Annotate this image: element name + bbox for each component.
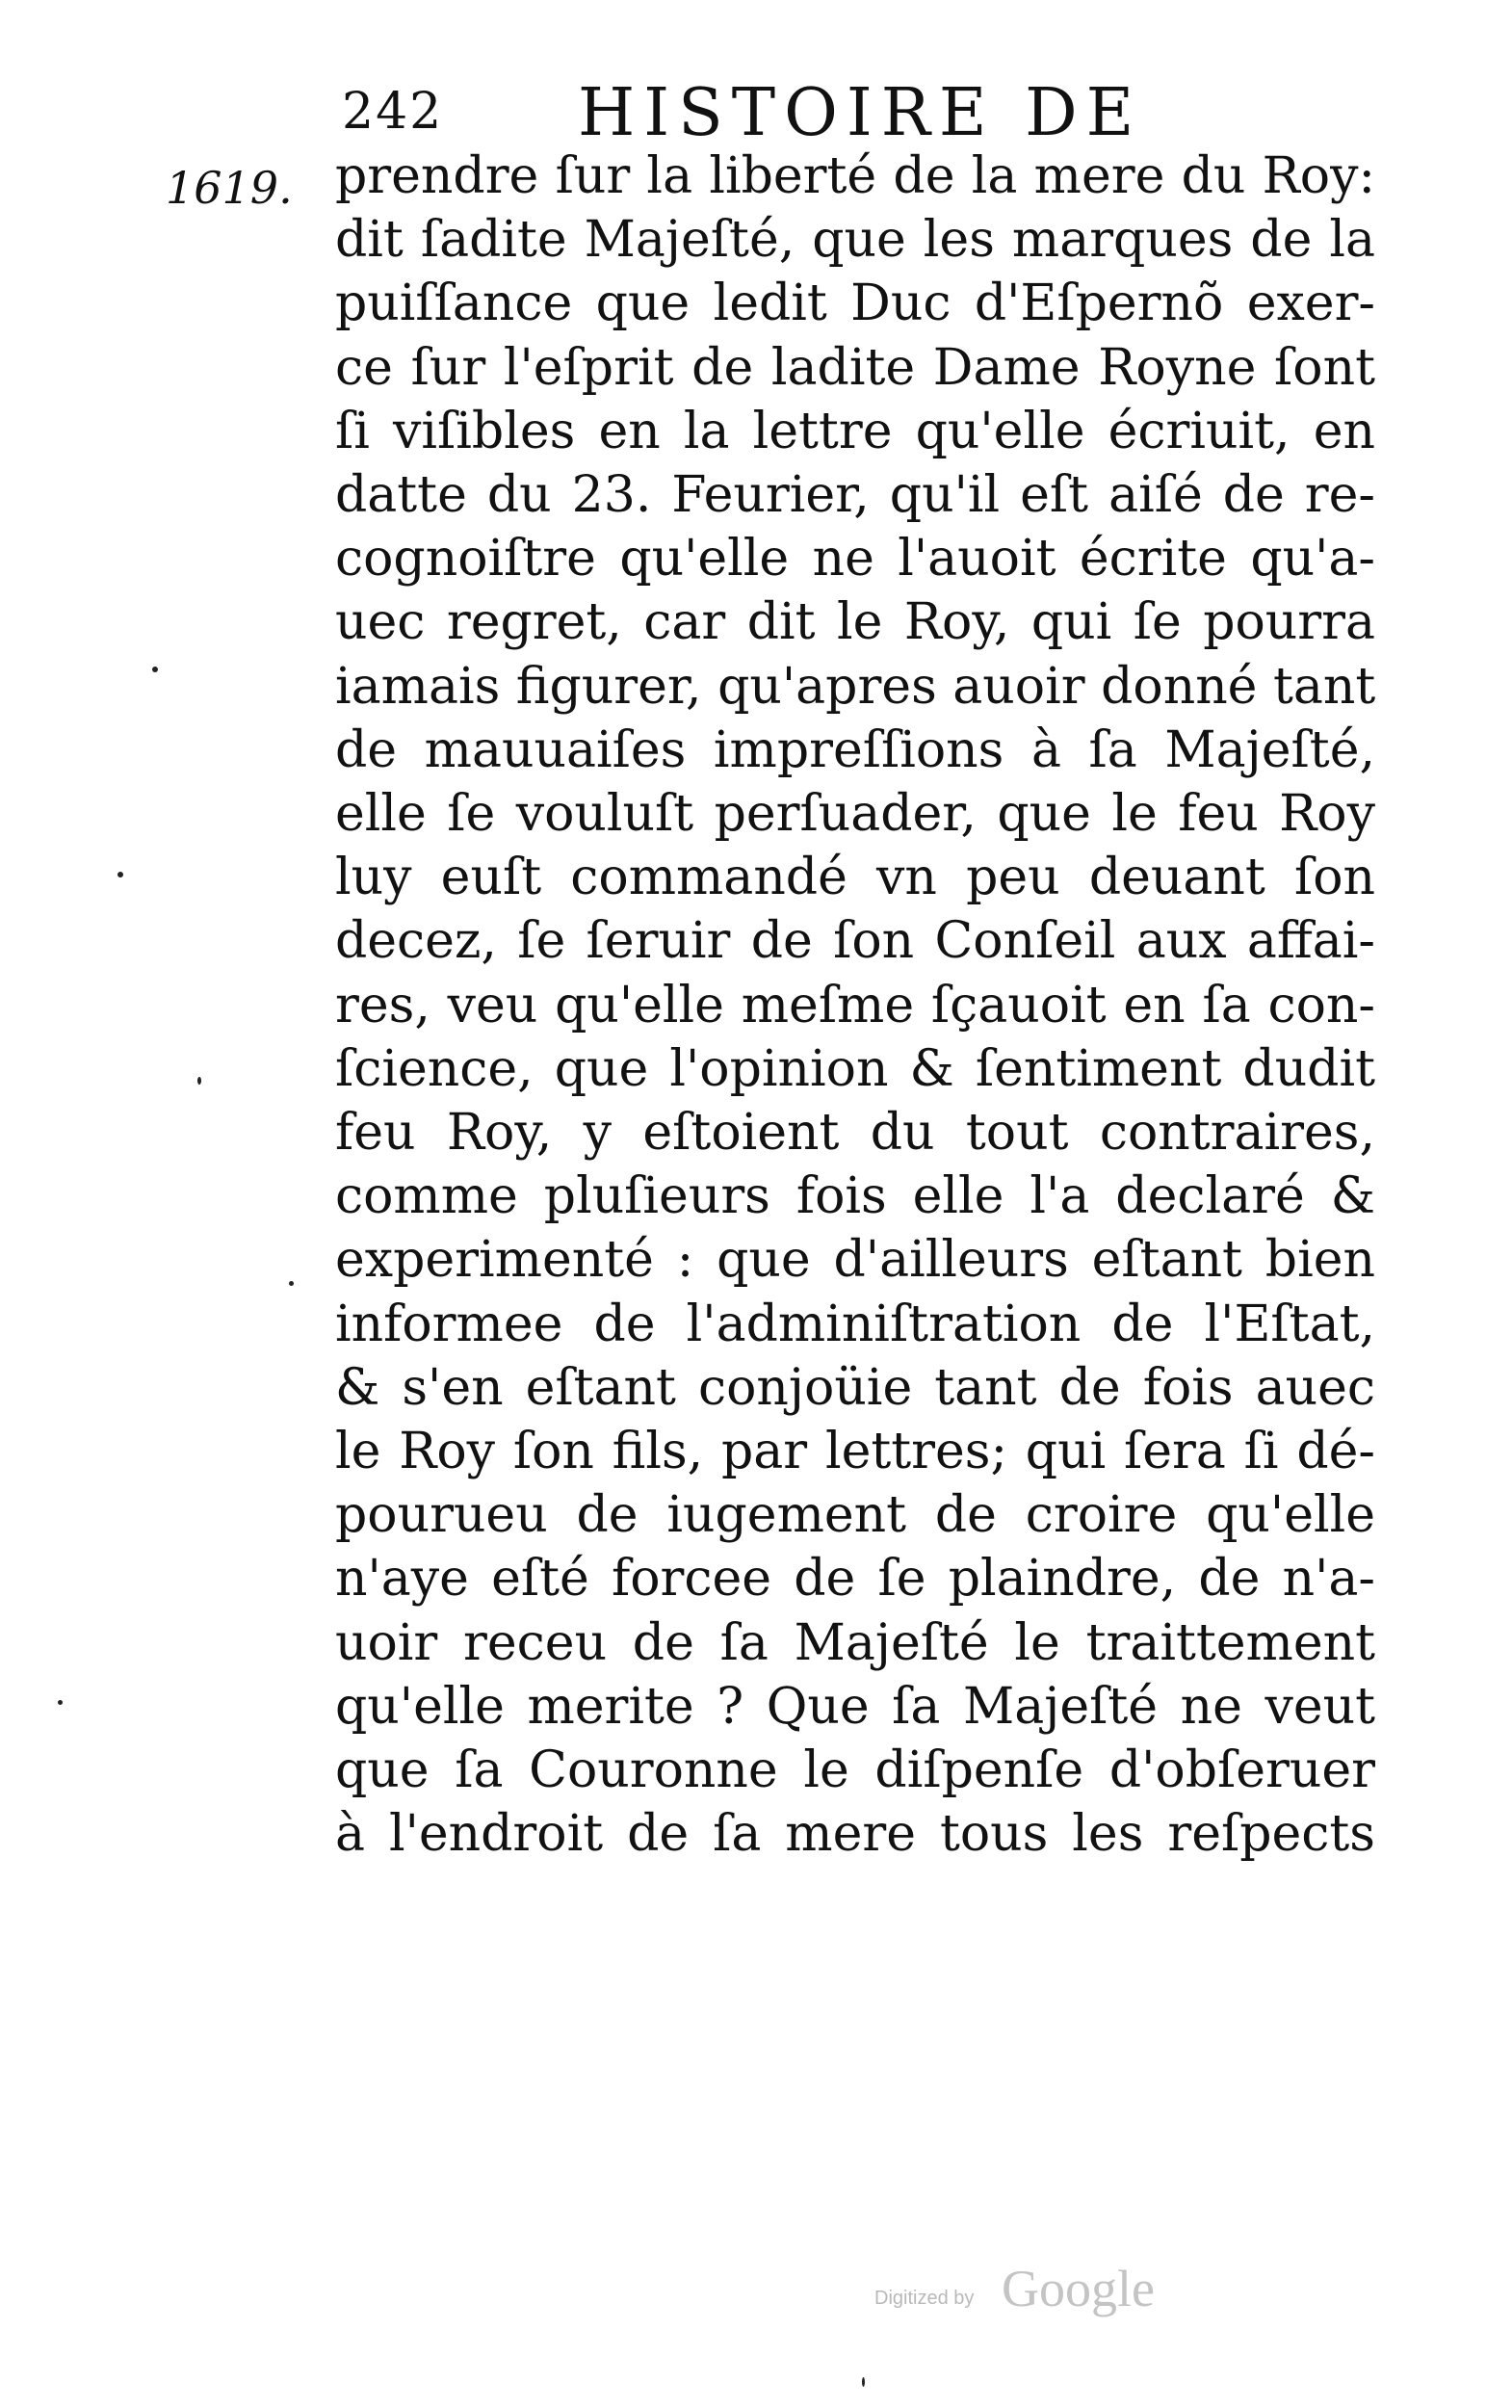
digitized-watermark (874, 2259, 1192, 2326)
text-line: res, veu qu'elle meſme ſçauoit en ſa con- (335, 976, 1375, 1034)
text-line: informee de l'adminiſtration de l'Eſtat, (335, 1295, 1375, 1353)
text-line: elle ſe vouluſt perſuader, que le feu Roy (335, 785, 1375, 844)
text-line: decez, ſe ſeruir de ſon Conſeil aux affai- (335, 912, 1375, 971)
text-line: que ſa Couronne le diſpenſe d'obſeruer (335, 1741, 1375, 1800)
page-number: 242 (342, 83, 444, 141)
scan-speck (58, 1700, 63, 1705)
text-line: puiſſance que ledit Duc d'Eſpernõ exer- (335, 275, 1375, 333)
margin-year: 1619. (166, 162, 293, 214)
text-line: ce ſur l'eſprit de ladite Dame Royne ſont (335, 338, 1375, 397)
text-line: experimenté : que d'ailleurs eſtant bien (335, 1231, 1375, 1290)
text-line: de mauuaiſes impreſſions à ſa Majeſté, (335, 720, 1375, 779)
body-text (335, 144, 1375, 1866)
page-header (342, 75, 1305, 152)
text-line: prendre ſur la liberté de la mere du Roy: (335, 147, 1375, 205)
text-line: & s'en eſtant conjoüie tant de fois auec (335, 1358, 1375, 1417)
text-line: qu'elle merite ? Que ſa Majeſté ne veut (335, 1677, 1375, 1736)
text-line: dit ſadite Majeſté, que les marques de la (335, 211, 1375, 270)
text-line: feu Roy, y eſtoient du tout contraires, (335, 1104, 1375, 1163)
text-line: iamais figurer, qu'apres auoir donné tant (335, 657, 1376, 716)
text-line: pourueu de iugement de croire qu'elle (335, 1486, 1375, 1545)
scan-speck (862, 2377, 865, 2387)
scan-speck (152, 667, 158, 672)
digitized-by-label: Digitized by (874, 2288, 975, 2309)
text-line: datte du 23. Feurier, qu'il eſt aiſé de re- (335, 466, 1375, 525)
text-line: à l'endroit de ſa mere tous les reſpects (335, 1805, 1375, 1864)
scan-speck (117, 872, 123, 877)
text-line: ſcience, que l'opinion & ſentiment dudit (335, 1039, 1375, 1098)
running-title: HISTOIRE DE (578, 75, 1143, 151)
text-line: uoir receu de ſa Majeſté le traittement (335, 1613, 1375, 1672)
text-line: n'aye eſté forcee de ſe plaindre, de n'a- (335, 1550, 1375, 1609)
google-logo: Google (1002, 2260, 1155, 2317)
text-line: luy euſt commandé vn peu deuant ſon (335, 849, 1375, 907)
text-line: cognoiſtre qu'elle ne l'auoit écrite qu'a- (335, 530, 1375, 589)
scan-speck (289, 1281, 294, 1286)
scan-speck (197, 1077, 201, 1085)
text-line: comme pluſieurs fois elle l'a declaré & (335, 1167, 1375, 1226)
text-line: ſi viſibles en la lettre qu'elle écriuit, en (335, 402, 1375, 460)
text-line: uec regret, car dit le Roy, qui ſe pourra (335, 593, 1375, 652)
text-line: le Roy ſon fils, par lettres; qui ſera ſi dé- (335, 1423, 1375, 1481)
